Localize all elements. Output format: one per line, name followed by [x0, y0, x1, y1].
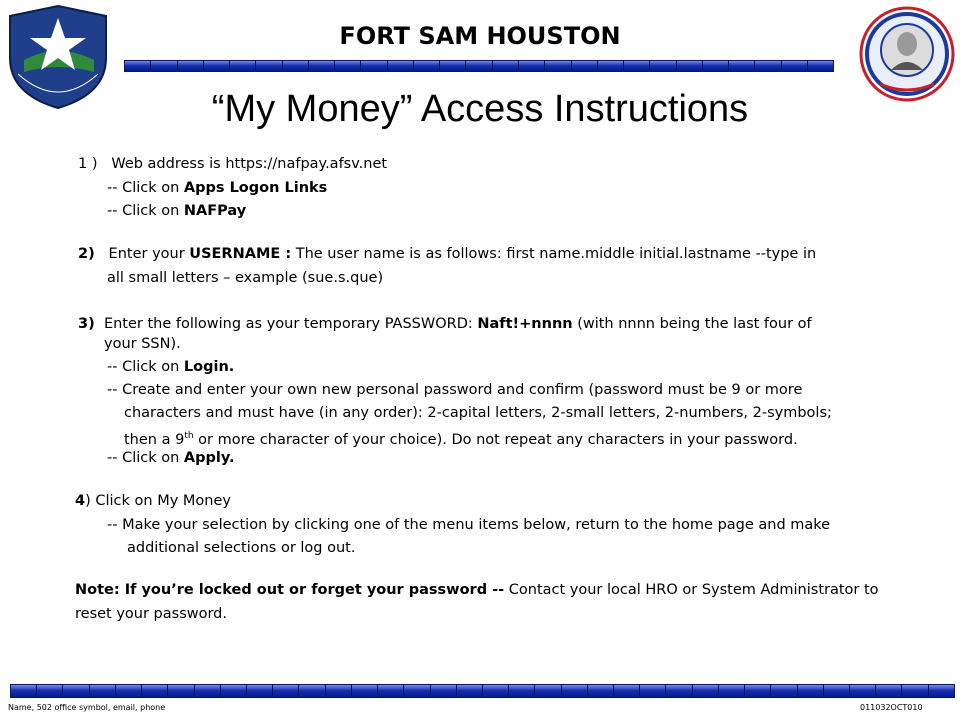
- step-3-login-prefix: -- Click on: [107, 359, 184, 375]
- step-2-prefix: Enter your: [108, 246, 190, 262]
- step-4-text: ) Click on My Money: [85, 493, 231, 509]
- step-2-line-2: all small letters – example (sue.s.que): [107, 270, 384, 286]
- step-3-apply-prefix: -- Click on: [107, 450, 184, 466]
- step-2-line: [78, 244, 816, 264]
- login-label: Login.: [183, 359, 235, 375]
- page-title: “My Money” Access Instructions: [211, 88, 749, 130]
- step-1-number: 1 ): [78, 156, 98, 172]
- step-3-rest: (with nnnn being the last four of: [572, 316, 812, 332]
- step-3-line-2: your SSN).: [104, 336, 181, 352]
- step-3-create-3-post: or more character of your choice). Do not repeat any characters in your password.: [193, 431, 798, 448]
- footer-date-code: 011032OCT010: [860, 703, 923, 712]
- step-2-number: 2): [78, 246, 95, 262]
- note-line: [75, 580, 879, 600]
- step-3-number: 3): [78, 316, 95, 332]
- temporary-password-value: Naft!+nnnn: [477, 316, 573, 332]
- step-1-text: Web address is https://nafpay.afsv.net: [111, 156, 388, 172]
- username-label: USERNAME :: [189, 246, 292, 262]
- step-1-sub-2-prefix: -- Click on: [107, 203, 184, 219]
- apply-label: Apply.: [183, 450, 235, 466]
- step-3-create-3-pre: then a 9: [124, 431, 185, 448]
- ordinal-suffix: th: [184, 431, 194, 441]
- header-title: FORT SAM HOUSTON: [339, 22, 621, 50]
- step-4-sub-2: additional selections or log out.: [127, 540, 356, 556]
- note-rest: Contact your local HRO or System Administrator to: [504, 582, 879, 598]
- step-3-login: [107, 357, 234, 377]
- step-3-create-3: [124, 426, 798, 450]
- bottom-divider-bar: [10, 684, 955, 698]
- note-line-2: reset your password.: [75, 606, 227, 622]
- step-1-line: [78, 154, 387, 174]
- step-1-sub-1: [107, 178, 327, 198]
- step-3-create-2: characters and must have (in any order): 2-capital letters, 2-small letters, 2-numbers, 2-symbols;: [124, 405, 832, 421]
- step-1-sub-2: [107, 201, 246, 221]
- note-bold: Note: If you’re locked out or forget your password --: [75, 582, 505, 598]
- nafpay-label: NAFPay: [183, 203, 247, 219]
- step-4-number: 4: [75, 493, 86, 509]
- step-3-prefix: Enter the following as your temporary PASSWORD:: [103, 316, 478, 332]
- step-3-line: [78, 314, 812, 334]
- apps-logon-links-label: Apps Logon Links: [183, 180, 328, 196]
- footer-contact: Name, 502 office symbol, email, phone: [8, 703, 166, 712]
- step-2-rest: The user name is as follows: first name.middle initial.lastname --type in: [291, 246, 817, 262]
- step-3-apply: [107, 448, 235, 468]
- step-4-line: [75, 491, 231, 511]
- step-4-sub-1: -- Make your selection by clicking one of the menu items below, return to the home page and make: [107, 517, 831, 533]
- step-1-sub-1-prefix: -- Click on: [107, 180, 184, 196]
- step-3-create-1: -- Create and enter your own new personal password and confirm (password must be 9 or more: [107, 382, 803, 398]
